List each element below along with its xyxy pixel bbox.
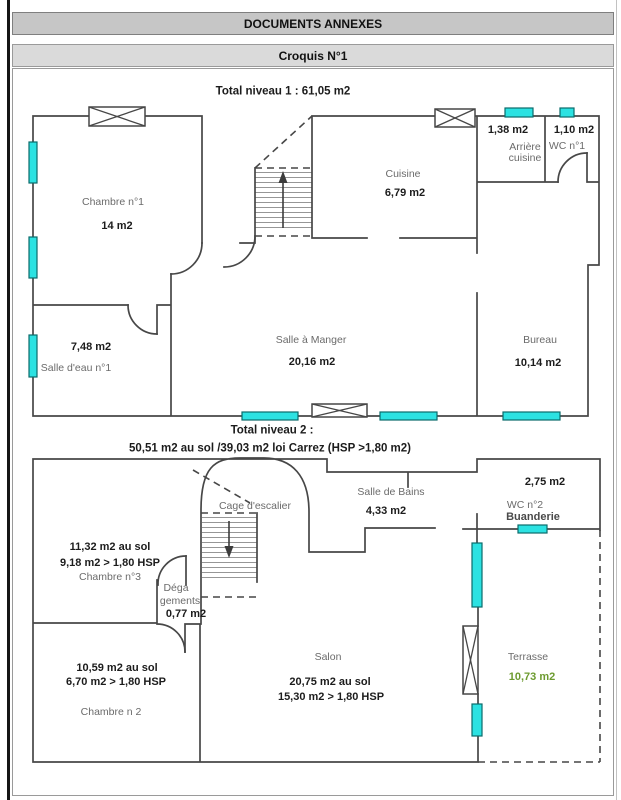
- chambre3-area-sol: 11,32 m2 au sol: [69, 540, 151, 553]
- terrasse-label: Terrasse: [507, 651, 549, 664]
- window-symbol: [29, 237, 37, 278]
- chambre2-label: Chambre n 2: [80, 706, 142, 719]
- salon-area-hsp: 15,30 m2 > 1,80 HSP: [277, 690, 385, 703]
- salle-a-manger-label: Salle à Manger: [275, 334, 347, 347]
- salon-area-sol: 20,75 m2 au sol: [289, 675, 371, 688]
- window-symbol: [472, 704, 482, 736]
- arriere-cuisine-area: 1,38 m2: [487, 123, 529, 136]
- bureau-area: 10,14 m2: [514, 356, 562, 369]
- salle-a-manger-area: 20,16 m2: [288, 355, 336, 368]
- window-symbol: [518, 525, 547, 533]
- window-cross-symbol: [463, 626, 478, 694]
- level2-title-line2: 50,51 m2 au sol /39,03 m2 loi Carrez (HSP >1,80 m2): [128, 442, 412, 455]
- degagements-area: 0,77 m2: [165, 607, 207, 620]
- buanderie-label: Buanderie: [506, 510, 560, 523]
- window-symbol: [503, 412, 560, 420]
- degagements-label-line2: gements: [159, 595, 201, 608]
- croquis-title: Croquis N°1: [278, 48, 348, 63]
- window-symbol: [505, 108, 533, 117]
- window-cross-symbol: [435, 109, 475, 127]
- chambre1-label: Chambre n°1: [82, 196, 144, 209]
- window-symbol: [29, 142, 37, 183]
- chambre2-area-hsp: 6,70 m2 > 1,80 HSP: [66, 675, 166, 688]
- cuisine-label: Cuisine: [385, 168, 421, 181]
- terrasse-area: 10,73 m2: [508, 670, 556, 683]
- salle-eau-area: 7,48 m2: [70, 340, 112, 353]
- level2-terrasse-boundary: [478, 530, 600, 762]
- window-symbol: [560, 108, 574, 117]
- documents-annexes-title: DOCUMENTS ANNEXES: [243, 16, 383, 31]
- wc1-area: 1,10 m2: [553, 123, 595, 136]
- degagements-label-line1: Déga: [163, 582, 189, 595]
- door-arc-chambre1: [171, 243, 202, 274]
- window-cross-symbol: [312, 404, 367, 417]
- cuisine-area: 6,79 m2: [384, 186, 426, 199]
- level1-stairs: [255, 116, 313, 236]
- level2-windows: [463, 525, 547, 736]
- level1-title: Total niveau 1 : 61,05 m2: [215, 85, 351, 98]
- level1-doors: [128, 153, 587, 334]
- window-symbol: [29, 335, 37, 377]
- chambre2-area-sol: 10,59 m2 au sol: [76, 661, 158, 674]
- door-arc-wc1: [558, 153, 587, 182]
- window-symbol: [472, 543, 482, 607]
- door-arc-salle-eau: [128, 305, 157, 334]
- salle-eau-label: Salle d'eau n°1: [40, 362, 112, 375]
- door-arc-chambre3: [158, 556, 186, 585]
- salle-bains-label: Salle de Bains: [357, 486, 425, 499]
- salle-bains-area: 4,33 m2: [365, 504, 407, 517]
- window-symbol: [380, 412, 437, 420]
- arriere-cuisine-label: Arrière cuisine: [508, 140, 542, 164]
- wc2-label: WC n°2: [506, 499, 544, 512]
- level2-title-line1: Total niveau 2 :: [230, 424, 314, 437]
- bureau-label: Bureau: [523, 334, 557, 347]
- window-cross-symbol: [89, 107, 145, 126]
- chambre3-label: Chambre n°3: [79, 571, 141, 584]
- door-arc-hall: [224, 236, 255, 267]
- chambre3-area-hsp: 9,18 m2 > 1,80 HSP: [60, 556, 160, 569]
- window-symbol: [242, 412, 298, 420]
- wc2-area: 2,75 m2: [524, 475, 566, 488]
- door-arc-chambre2: [157, 624, 185, 652]
- wc1-label: WC n°1: [548, 140, 586, 153]
- cage-escalier-label: Cage d'escalier: [218, 500, 292, 513]
- salon-label: Salon: [314, 651, 342, 664]
- chambre1-area: 14 m2: [101, 219, 133, 232]
